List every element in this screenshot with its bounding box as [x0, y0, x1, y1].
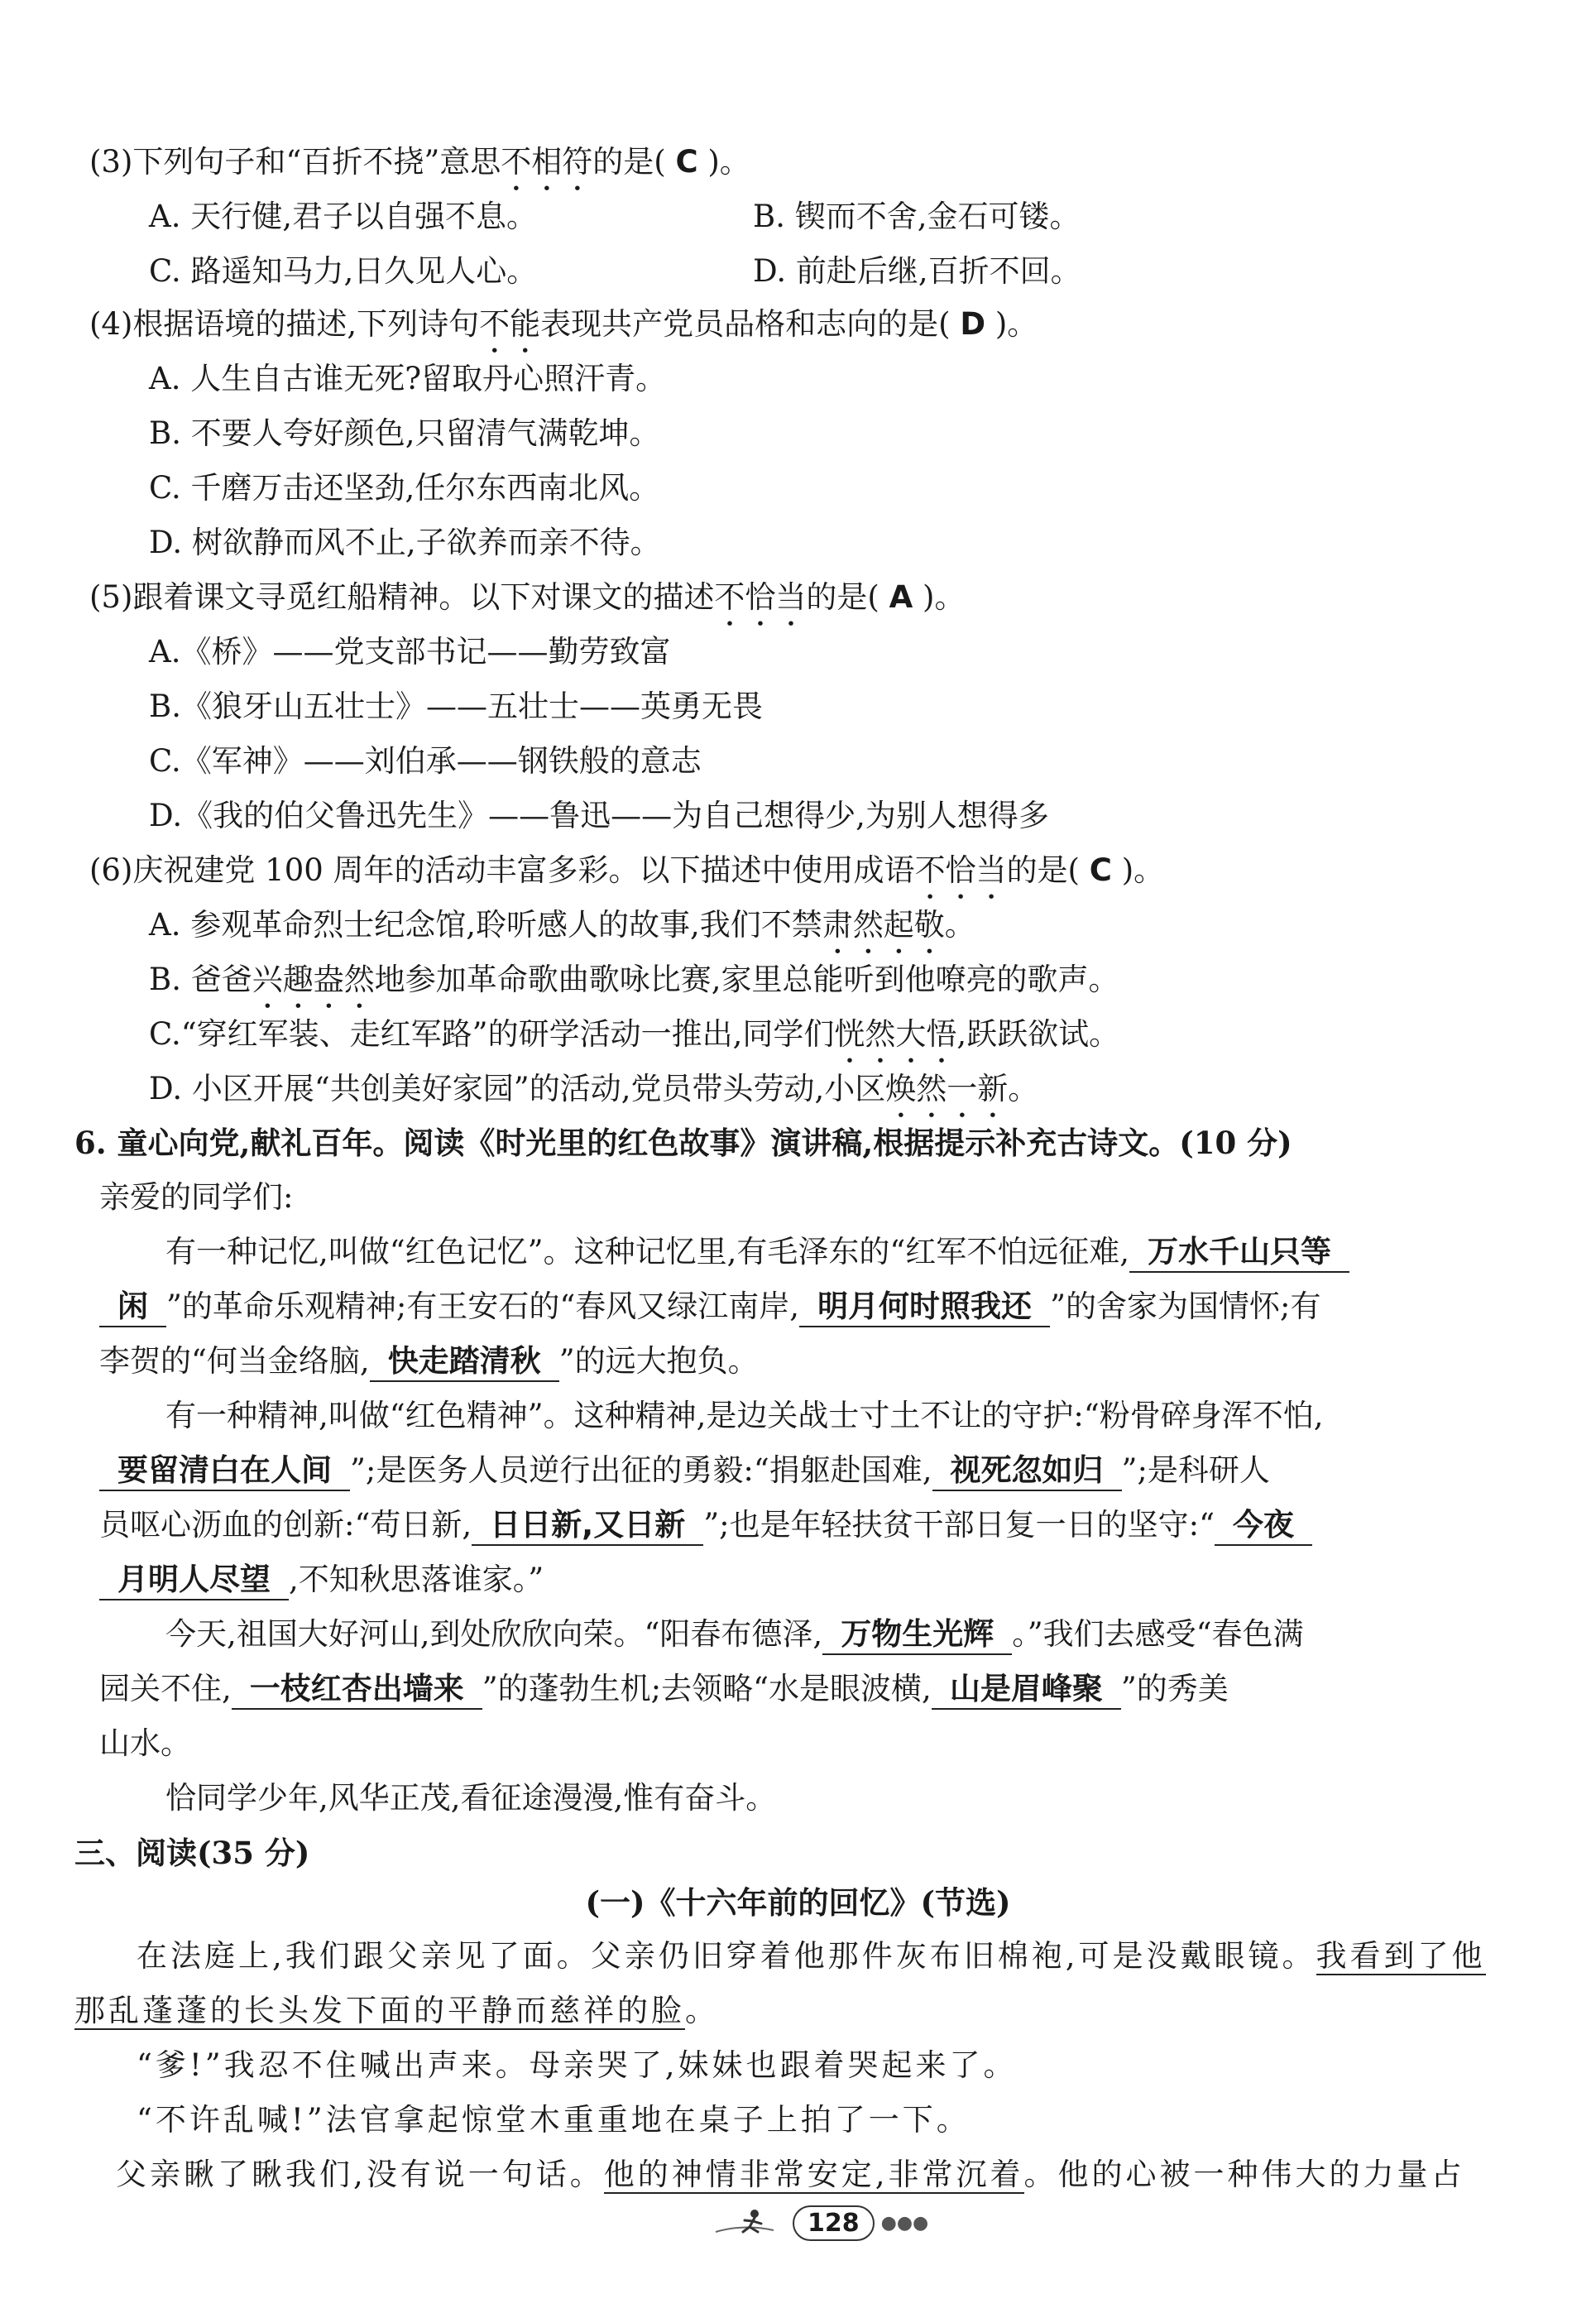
question-5-answer: A: [889, 579, 913, 615]
question-3-stem: (3)下列句子和“百折不挠”意思不相符的是( C )。: [89, 144, 750, 180]
question-6-answer: C: [1089, 852, 1112, 888]
paragraph-4: 恰同学少年,风华正茂,看征途漫漫,惟有奋斗。: [165, 1780, 777, 1816]
question-3-option-a: A. 天行健,君子以自强不息。: [149, 199, 538, 234]
paragraph-2-line-2: 要留清白在人间 ”;是医务人员逆行出征的勇毅:“捐躯赴国难, 视死忽如归 ”;是科研人: [99, 1449, 1270, 1492]
question-3-option-b: B. 锲而不舍,金石可镂。: [753, 199, 1081, 234]
question-3-option-d: D. 前赴后继,百折不回。: [753, 253, 1081, 289]
reading-line-4: “不许乱喊!”法官拿起惊堂木重重地在桌子上拍了一下。: [137, 2102, 971, 2138]
answer-blank: 万水千山只等: [1129, 1233, 1349, 1273]
paragraph-2-line-1: 有一种精神,叫做“红色精神”。这种精神,是边关战士寸土不让的守护:“粉骨碎身浑不怕,: [165, 1398, 1324, 1433]
question-5-option-c: C.《军神》——刘伯承——钢铁般的意志: [149, 743, 702, 779]
answer-blank: 月明人尽望: [99, 1561, 289, 1600]
paragraph-2-line-3: 员呕心沥血的创新:“苟日新, 日日新,又日新 ”;也是年轻扶贫干部日复一日的坚守:“ 今夜: [99, 1504, 1312, 1547]
answer-blank: 山是眉峰聚: [932, 1670, 1121, 1710]
reading-line-2: 那乱蓬蓬的长头发下面的平静而慈祥的脸。: [74, 1993, 719, 2028]
answer-blank: 万物生光辉: [822, 1615, 1012, 1655]
question-3-option-c: C. 路遥知马力,日久见人心。: [149, 253, 538, 289]
paragraph-2-line-4: 月明人尽望 ,不知秋思落谁家。”: [99, 1558, 544, 1601]
reading-line-5: 父亲瞅了瞅我们,没有说一句话。他的神情非常安定,非常沉着。他的心被一种伟大的力量占: [116, 2157, 1465, 2192]
question-4-option-c: C. 千磨万击还坚劲,任尔东西南北风。: [149, 470, 660, 506]
paragraph-1-line-2: 闲 ”的革命乐观精神;有王安石的“春风又绿江南岸, 明月何时照我还 ”的舍家为国情怀;有: [99, 1285, 1320, 1328]
question-six-title: 6. 童心向党,献礼百年。阅读《时光里的红色故事》演讲稿,根据提示补充古诗文。(10 分): [74, 1125, 1292, 1161]
page-footer: [712, 2205, 928, 2241]
answer-blank: 明月何时照我还: [799, 1288, 1050, 1327]
reading-subtitle: (一)《十六年前的回忆》(节选): [585, 1884, 1011, 1921]
answer-blank: 日日新,又日新: [472, 1506, 703, 1546]
question-4-stem: (4)根据语境的描述,下列诗句不能表现共产党员品格和志向的是( D )。: [89, 306, 1038, 342]
question-4-option-b: B. 不要人夸好颜色,只留清气满乾坤。: [149, 415, 660, 451]
question-3-answer: C: [675, 144, 698, 180]
question-6-option-c: C.“穿红军装、走红军路”的研学活动一推出,同学们恍然大悟,跃跃欲试。: [149, 1016, 1120, 1052]
question-4-option-d: D. 树欲静而风不止,子欲养而亲不待。: [149, 525, 661, 560]
question-4-option-a: A. 人生自古谁无死?留取丹心照汗青。: [149, 361, 667, 396]
runner-icon: [712, 2207, 786, 2240]
question-4-answer: D: [960, 306, 986, 342]
paragraph-1-line-1: 有一种记忆,叫做“红色记忆”。这种记忆里,有毛泽东的“红军不怕远征难, 万水千山只等: [165, 1231, 1349, 1274]
reading-line-3: “爹!”我忍不住喊出声来。母亲哭了,妹妹也跟着哭起来了。: [137, 2047, 1018, 2083]
answer-blank: 闲: [99, 1288, 166, 1327]
paragraph-1-line-3: 李贺的“何当金络脑, 快走踏清秋 ”的远大抱负。: [99, 1340, 759, 1383]
answer-blank: 快走踏清秋: [370, 1342, 559, 1382]
greeting: 亲爱的同学们:: [99, 1179, 294, 1215]
paragraph-3-line-1: 今天,祖国大好河山,到处欣欣向荣。“阳春布德泽, 万物生光辉 。”我们去感受“春色满: [165, 1613, 1304, 1656]
page-number: 128: [793, 2205, 875, 2241]
question-5-option-a: A.《桥》——党支部书记——勤劳致富: [149, 634, 671, 669]
question-6-option-a: A. 参观革命烈士纪念馆,聆听感人的故事,我们不禁肃然起敬。: [149, 907, 975, 943]
question-5-option-d: D.《我的伯父鲁迅先生》——鲁迅——为自己想得少,为别人想得多: [149, 798, 1049, 833]
question-6-option-d: D. 小区开展“共创美好家园”的活动,党员带头劳动,小区焕然一新。: [149, 1071, 1039, 1106]
answer-blank: 视死忽如归: [932, 1452, 1122, 1491]
answer-blank: 今夜: [1215, 1506, 1312, 1546]
question-6-option-b: B. 爸爸兴趣盎然地参加革命歌曲歌咏比赛,家里总能听到他嘹亮的歌声。: [149, 962, 1119, 997]
section-3-title: 三、阅读(35 分): [74, 1835, 310, 1871]
question-5-option-b: B.《狼牙山五壮士》——五壮士——英勇无畏: [149, 689, 763, 724]
question-6-stem: (6)庆祝建党 100 周年的活动丰富多彩。以下描述中使用成语不恰当的是( C )。: [89, 852, 1165, 888]
answer-blank: 一枝红杏出墙来: [232, 1670, 482, 1710]
question-5-stem: (5)跟着课文寻觅红船精神。以下对课文的描述不恰当的是( A )。: [89, 579, 966, 615]
paragraph-3-line-2: 园关不住, 一枝红杏出墙来 ”的蓬勃生机;去领略“水是眼波横, 山是眉峰聚 ”的秀美: [99, 1668, 1229, 1711]
reading-line-1: 在法庭上,我们跟父亲见了面。父亲仍旧穿着他那件灰布旧棉袍,可是没戴眼镜。我看到了他: [137, 1938, 1486, 1974]
dots-icon: ●●●: [880, 2213, 929, 2234]
answer-blank: 要留清白在人间: [99, 1452, 350, 1491]
paragraph-3-line-3: 山水。: [99, 1725, 191, 1761]
